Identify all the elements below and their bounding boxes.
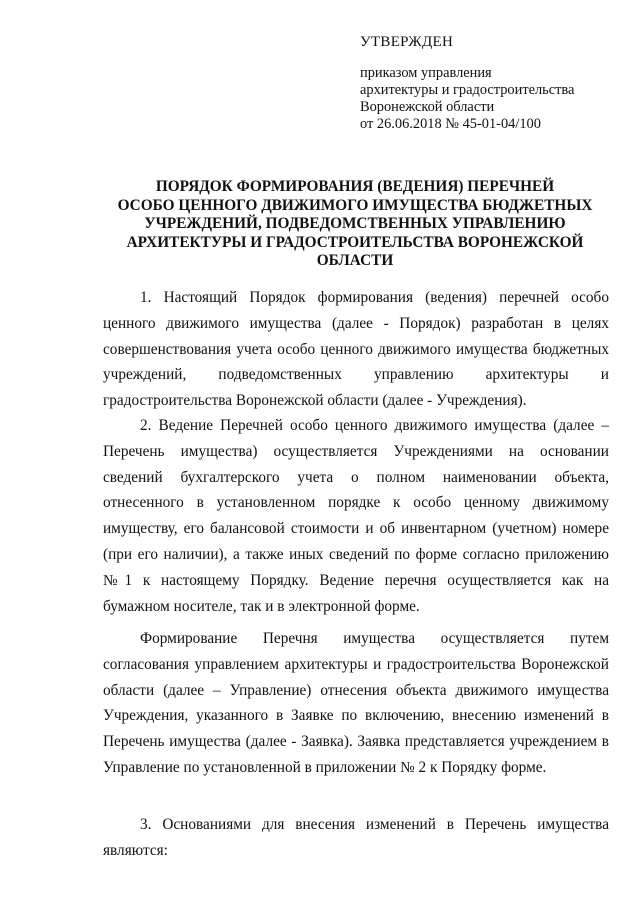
title-line: ОСОБО ЦЕННОГО ДВИЖИМОГО ИМУЩЕСТВА БЮДЖЕТНЫХ — [117, 196, 593, 214]
paragraph-4: 3. Основаниями для внесения изменений в Перечень имущества являются: — [103, 816, 609, 859]
title-line: УЧРЕЖДЕНИЙ, ПОДВЕДОМСТВЕННЫХ УПРАВЛЕНИЮ — [144, 215, 566, 233]
document-title — [100, 178, 610, 271]
approval-heading: УТВЕРЖДЕН — [360, 34, 454, 50]
paragraph-1: 1. Настоящий Порядок формирования (ведения) перечней особо ценного движимого имущества (далее - Порядок) разработан в целях совершенствования учета особо ценного движимого имущества бюджетных учреждений, подведомственных управлению архитектуры и градостроительства Воронежской области (далее - Учреждения). — [103, 289, 609, 410]
approval-block — [360, 34, 574, 133]
approval-line: от 26.06.2018 № 45-01-04/100 — [360, 116, 541, 132]
paragraph-2: 2. Ведение Перечней особо ценного движимого имущества (далее – Перечень имущества) осуществляется Учреждениями на основании сведений бухгалтерского учета о полном наименовании объекта, отнесенного в установленном порядке к особо ценному движимому имуществу, его балансовой стоимости и об инвентарном (учетном) номере (при его наличии), а также иных сведений по форме согласно приложению №1 к настоящему Порядку. Ведение перечня осуществляется как на бумажном носителе, так и в электронной форме. — [103, 417, 609, 615]
title-line: АРХИТЕКТУРЫ И ГРАДОСТРОИТЕЛЬСТВА ВОРОНЕЖСКОЙ — [126, 233, 584, 251]
title-line: ОБЛАСТИ — [316, 252, 394, 270]
approval-line: архитектуры и градостроительства — [360, 82, 575, 98]
paragraph-3: Формирование Перечня имущества осуществляется путем согласования управлением архитектуры и градостроительства Воронежской области (далее – Управление) отнесения объекта движимого имущества Учреждения, указанного в Заявке по включению, внесению изменений в Перечень имущества (далее - Заявка). Заявка представляется учреждением в Управление по установленной в приложении № 2 к Порядку форме. — [103, 630, 609, 776]
approval-line: приказом управления — [360, 65, 492, 81]
approval-line: Воронежской области — [360, 99, 495, 115]
title-line: ПОРЯДОК ФОРМИРОВАНИЯ (ВЕДЕНИЯ) ПЕРЕЧНЕЙ — [155, 178, 555, 195]
